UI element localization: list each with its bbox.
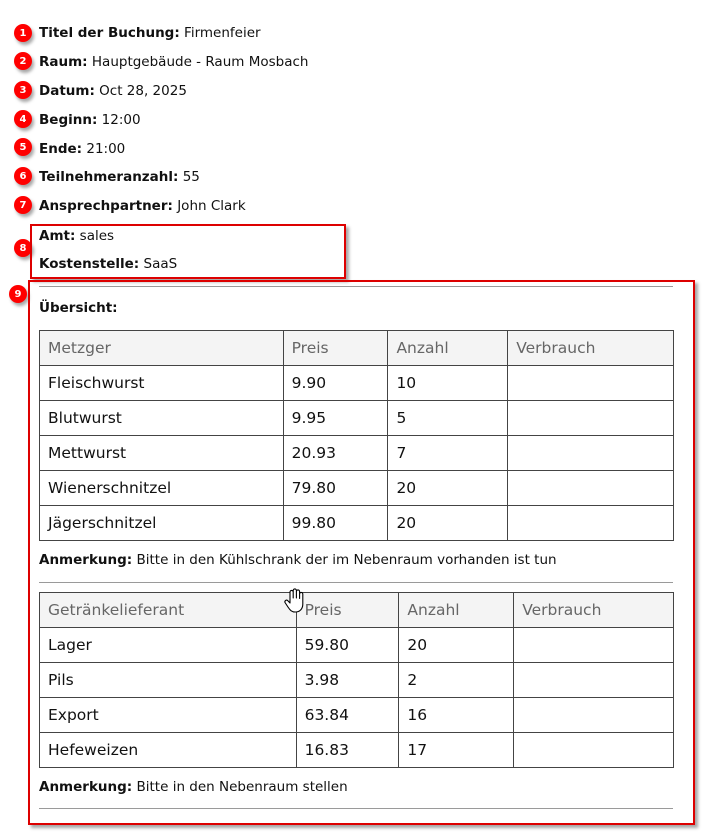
note-label: Anmerkung:	[39, 779, 133, 795]
item-quantity: 2	[399, 663, 514, 698]
table-row	[40, 733, 674, 768]
start-label: Beginn:	[39, 112, 98, 128]
table-row	[40, 471, 674, 506]
item-price: 59.80	[296, 628, 399, 663]
column-header-quantity: Anzahl	[388, 331, 508, 366]
table-row	[40, 628, 674, 663]
participants-value: 55	[182, 169, 200, 185]
item-price: 9.90	[283, 366, 388, 401]
office-row	[39, 228, 114, 244]
drinks-note	[39, 779, 348, 795]
participants-label: Teilnehmeranzahl:	[39, 169, 179, 185]
item-quantity: 5	[388, 401, 508, 436]
item-price: 99.80	[283, 506, 388, 541]
end-value: 21:00	[86, 141, 126, 157]
item-name: Mettwurst	[40, 436, 284, 471]
table-row	[40, 663, 674, 698]
contact-label: Ansprechpartner:	[39, 198, 173, 214]
item-consumption	[514, 628, 674, 663]
cost-center-value: SaaS	[143, 256, 178, 272]
table-row	[40, 401, 674, 436]
cost-center-label: Kostenstelle:	[39, 256, 140, 272]
butcher-note	[39, 552, 557, 568]
end-row	[39, 141, 125, 157]
item-quantity: 16	[399, 698, 514, 733]
column-header-price: Preis	[283, 331, 388, 366]
item-name: Export	[40, 698, 297, 733]
item-quantity: 7	[388, 436, 508, 471]
note-label: Anmerkung:	[39, 552, 133, 568]
column-header-price: Preis	[296, 593, 399, 628]
annotation-badge-6: 6	[14, 167, 32, 185]
table-row	[40, 436, 674, 471]
date-value: Oct 28, 2025	[99, 83, 187, 99]
item-quantity: 20	[388, 471, 508, 506]
item-quantity: 20	[388, 506, 508, 541]
item-name: Pils	[40, 663, 297, 698]
date-row	[39, 83, 187, 99]
item-consumption	[508, 471, 674, 506]
item-price: 16.83	[296, 733, 399, 768]
note-value: Bitte in den Kühlschrank der im Nebenraum vorhanden ist tun	[136, 552, 557, 568]
column-header-consumption: Verbrauch	[508, 331, 674, 366]
column-header-drinks-supplier: Getränkelieferant	[40, 593, 297, 628]
item-quantity: 10	[388, 366, 508, 401]
item-name: Lager	[40, 628, 297, 663]
item-name: Hefeweizen	[40, 733, 297, 768]
annotation-badge-8: 8	[14, 239, 32, 257]
column-header-quantity: Anzahl	[399, 593, 514, 628]
butcher-table	[39, 330, 674, 541]
drinks-table-header	[40, 593, 674, 628]
hand-pointer-icon	[283, 588, 307, 614]
annotation-badge-5: 5	[14, 138, 32, 156]
date-label: Datum:	[39, 83, 95, 99]
overview-heading: Übersicht:	[39, 300, 118, 316]
item-consumption	[508, 436, 674, 471]
item-consumption	[508, 401, 674, 436]
start-row	[39, 112, 141, 128]
item-consumption	[514, 733, 674, 768]
item-name: Wienerschnitzel	[40, 471, 284, 506]
table-row	[40, 506, 674, 541]
annotation-badge-9: 9	[9, 285, 27, 303]
divider-bottom	[39, 808, 673, 809]
participants-row	[39, 169, 200, 185]
annotation-badge-4: 4	[14, 110, 32, 128]
annotation-badge-7: 7	[14, 196, 32, 214]
annotation-badge-3: 3	[14, 81, 32, 99]
contact-value: John Clark	[177, 198, 246, 214]
room-label: Raum:	[39, 54, 88, 70]
item-price: 3.98	[296, 663, 399, 698]
booking-title-label: Titel der Buchung:	[39, 25, 180, 41]
note-value: Bitte in den Nebenraum stellen	[136, 779, 348, 795]
booking-title-row	[39, 25, 261, 41]
booking-title-value: Firmenfeier	[184, 25, 261, 41]
item-consumption	[508, 366, 674, 401]
room-value: Hauptgebäude - Raum Mosbach	[91, 54, 309, 70]
column-header-butcher: Metzger	[40, 331, 284, 366]
item-consumption	[514, 698, 674, 733]
drinks-table	[39, 592, 674, 768]
item-price: 9.95	[283, 401, 388, 436]
office-label: Amt:	[39, 228, 76, 244]
room-row	[39, 54, 308, 70]
divider-middle	[39, 582, 673, 583]
cost-center-row	[39, 256, 177, 272]
item-quantity: 20	[399, 628, 514, 663]
item-quantity: 17	[399, 733, 514, 768]
table-row	[40, 698, 674, 733]
annotation-badge-1: 1	[14, 24, 32, 42]
column-header-consumption: Verbrauch	[514, 593, 674, 628]
item-name: Blutwurst	[40, 401, 284, 436]
end-label: Ende:	[39, 141, 83, 157]
item-price: 20.93	[283, 436, 388, 471]
item-name: Fleischwurst	[40, 366, 284, 401]
divider-top	[39, 286, 673, 287]
item-consumption	[514, 663, 674, 698]
table-row	[40, 366, 674, 401]
start-value: 12:00	[101, 112, 141, 128]
office-value: sales	[79, 228, 115, 244]
annotation-badge-2: 2	[14, 52, 32, 70]
contact-row	[39, 198, 246, 214]
butcher-table-header	[40, 331, 674, 366]
item-name: Jägerschnitzel	[40, 506, 284, 541]
item-price: 63.84	[296, 698, 399, 733]
item-consumption	[508, 506, 674, 541]
item-price: 79.80	[283, 471, 388, 506]
